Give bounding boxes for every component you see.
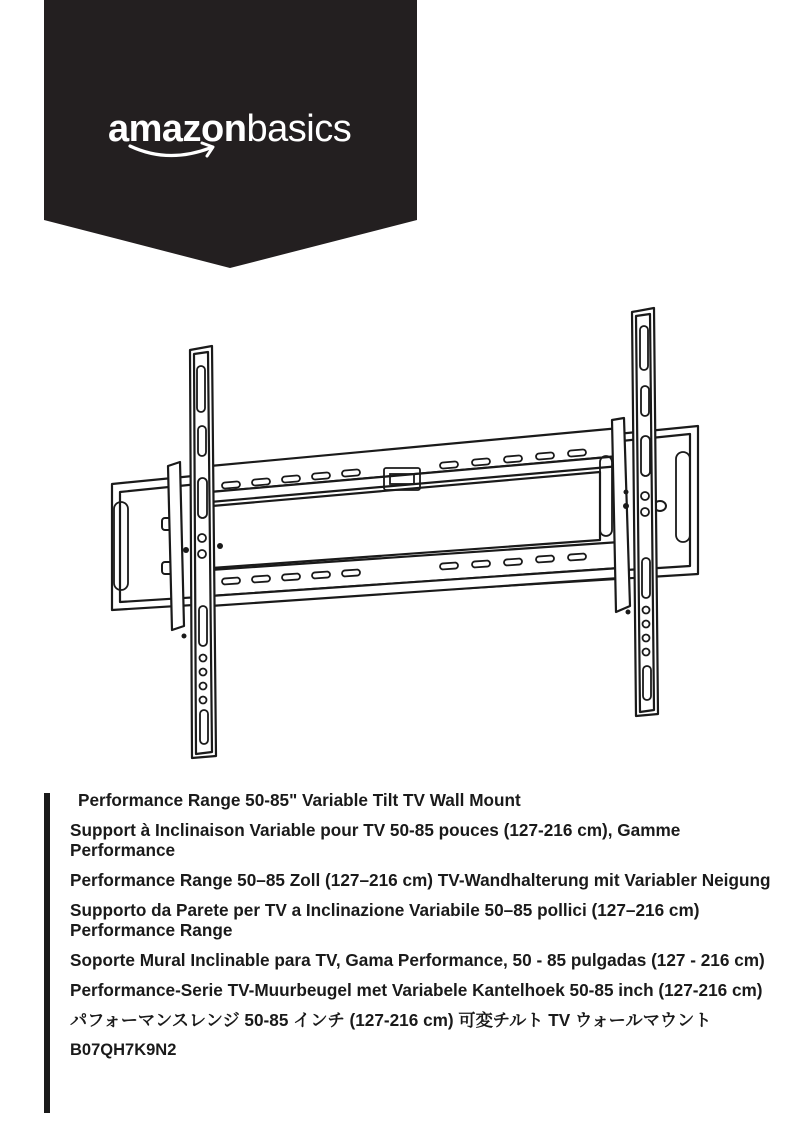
logo-amazon: amazon <box>108 108 247 150</box>
title-de: Performance Range 50–85 Zoll (127–216 cm) TV-Wandhalterung mit Variabler Neigung <box>70 870 771 890</box>
sku-code: B07QH7K9N2 <box>70 1041 177 1059</box>
logo-basics: basics <box>246 108 352 150</box>
title-es: Soporte Mural Inclinable para TV, Gama Performance, 50 - 85 pulgadas (127 - 216 cm) <box>70 950 765 970</box>
smile-arrow-icon <box>128 140 218 164</box>
accent-bar <box>44 793 50 1113</box>
tv-wall-mount-icon <box>100 306 710 766</box>
title-ja: パフォーマンスレンジ 50-85 インチ (127-216 cm) 可変チルト TV ウォールマウント <box>70 1010 712 1030</box>
title-nl: Performance-Serie TV-Muurbeugel met Variabele Kantelhoek 50-85 inch (127-216 cm) <box>70 980 763 1000</box>
title-fr: Support à Inclinaison Variable pour TV 50-85 pouces (127-216 cm), Gamme Performance <box>70 820 681 860</box>
product-titles <box>70 790 790 1060</box>
title-it: Supporto da Parete per TV a Inclinazione Variabile 50–85 pollici (127–216 cm) Performance Range <box>70 900 700 940</box>
title-en: Performance Range 50-85" Variable Tilt TV Wall Mount <box>78 790 521 810</box>
